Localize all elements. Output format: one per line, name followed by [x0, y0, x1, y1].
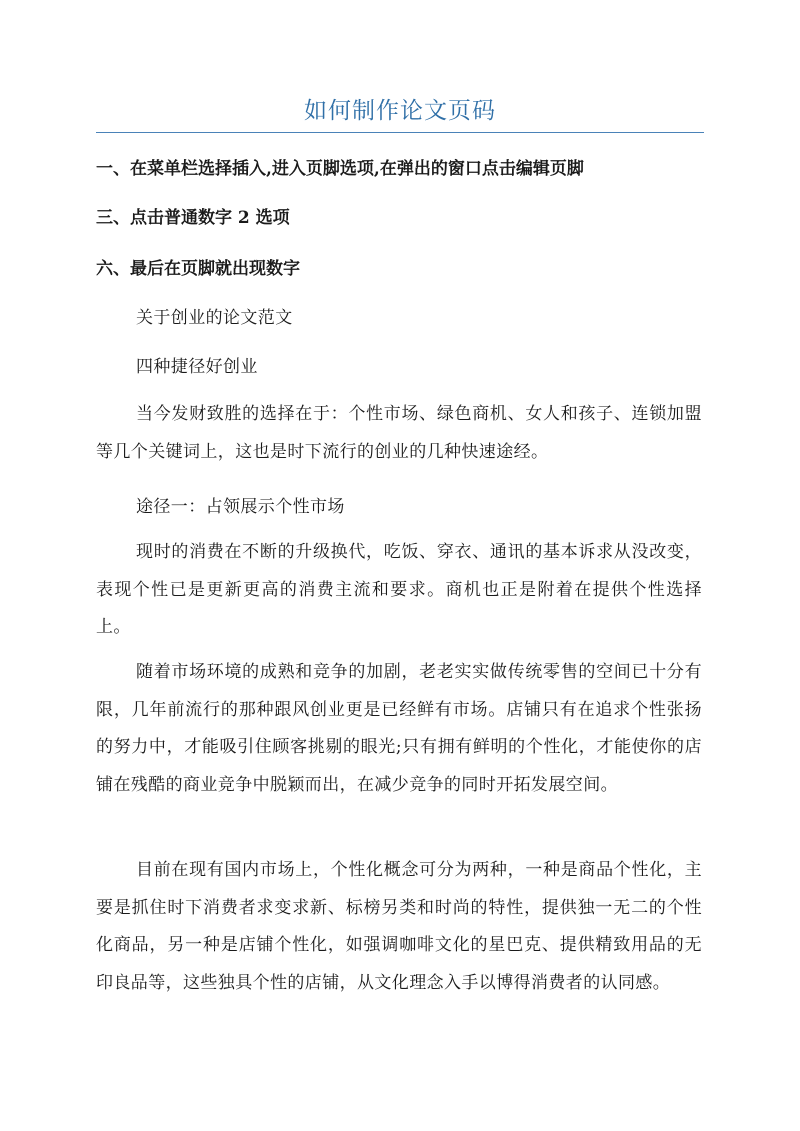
body-paragraph: 途径一：占领展示个性市场	[136, 497, 345, 517]
document-title: 如何制作论文页码	[304, 98, 496, 124]
step-item: 三、点击普通数字 2 选项	[96, 208, 290, 228]
title-underline	[96, 132, 704, 133]
step-item: 六、最后在页脚就出现数字	[96, 259, 300, 279]
body-paragraph: 现时的消费在不断的升级换代，吃饭、穿衣、通讯的基本诉求从没改变，表现个性已是更新更高的消费主流和要求。商机也正是附着在提供个性选择上。	[96, 542, 702, 637]
body-paragraph: 随着市场环境的成熟和竞争的加剧，老老实实做传统零售的空间已十分有限，几年前流行的那种跟风创业更是已经鲜有市场。店铺只有在追求个性张扬的努力中，才能吸引住顾客挑剔的眼光;只有拥有鲜明的个性化，才能使你的店铺在残酷的商业竞争中脱颖而出，在减少竞争的同时开拓发展空间。	[96, 662, 702, 795]
body-paragraph: 关于创业的论文范文	[136, 308, 293, 328]
step-item: 一、在菜单栏选择插入,进入页脚选项,在弹出的窗口点击编辑页脚	[96, 159, 584, 179]
body-paragraph: 目前在现有国内市场上，个性化概念可分为两种，一种是商品个性化，主要是抓住时下消费者求变求新、标榜另类和时尚的特性，提供独一无二的个性化商品，另一种是店铺个性化，如强调咖啡文化的星巴克、提供精致用品的无印良品等，这些独具个性的店铺，从文化理念入手以博得消费者的认同感。	[96, 860, 702, 993]
body-paragraph: 当今发财致胜的选择在于：个性市场、绿色商机、女人和孩子、连锁加盟等几个关键词上，这也是时下流行的创业的几种快速途经。	[96, 404, 702, 462]
body-paragraph: 四种捷径好创业	[136, 357, 258, 377]
